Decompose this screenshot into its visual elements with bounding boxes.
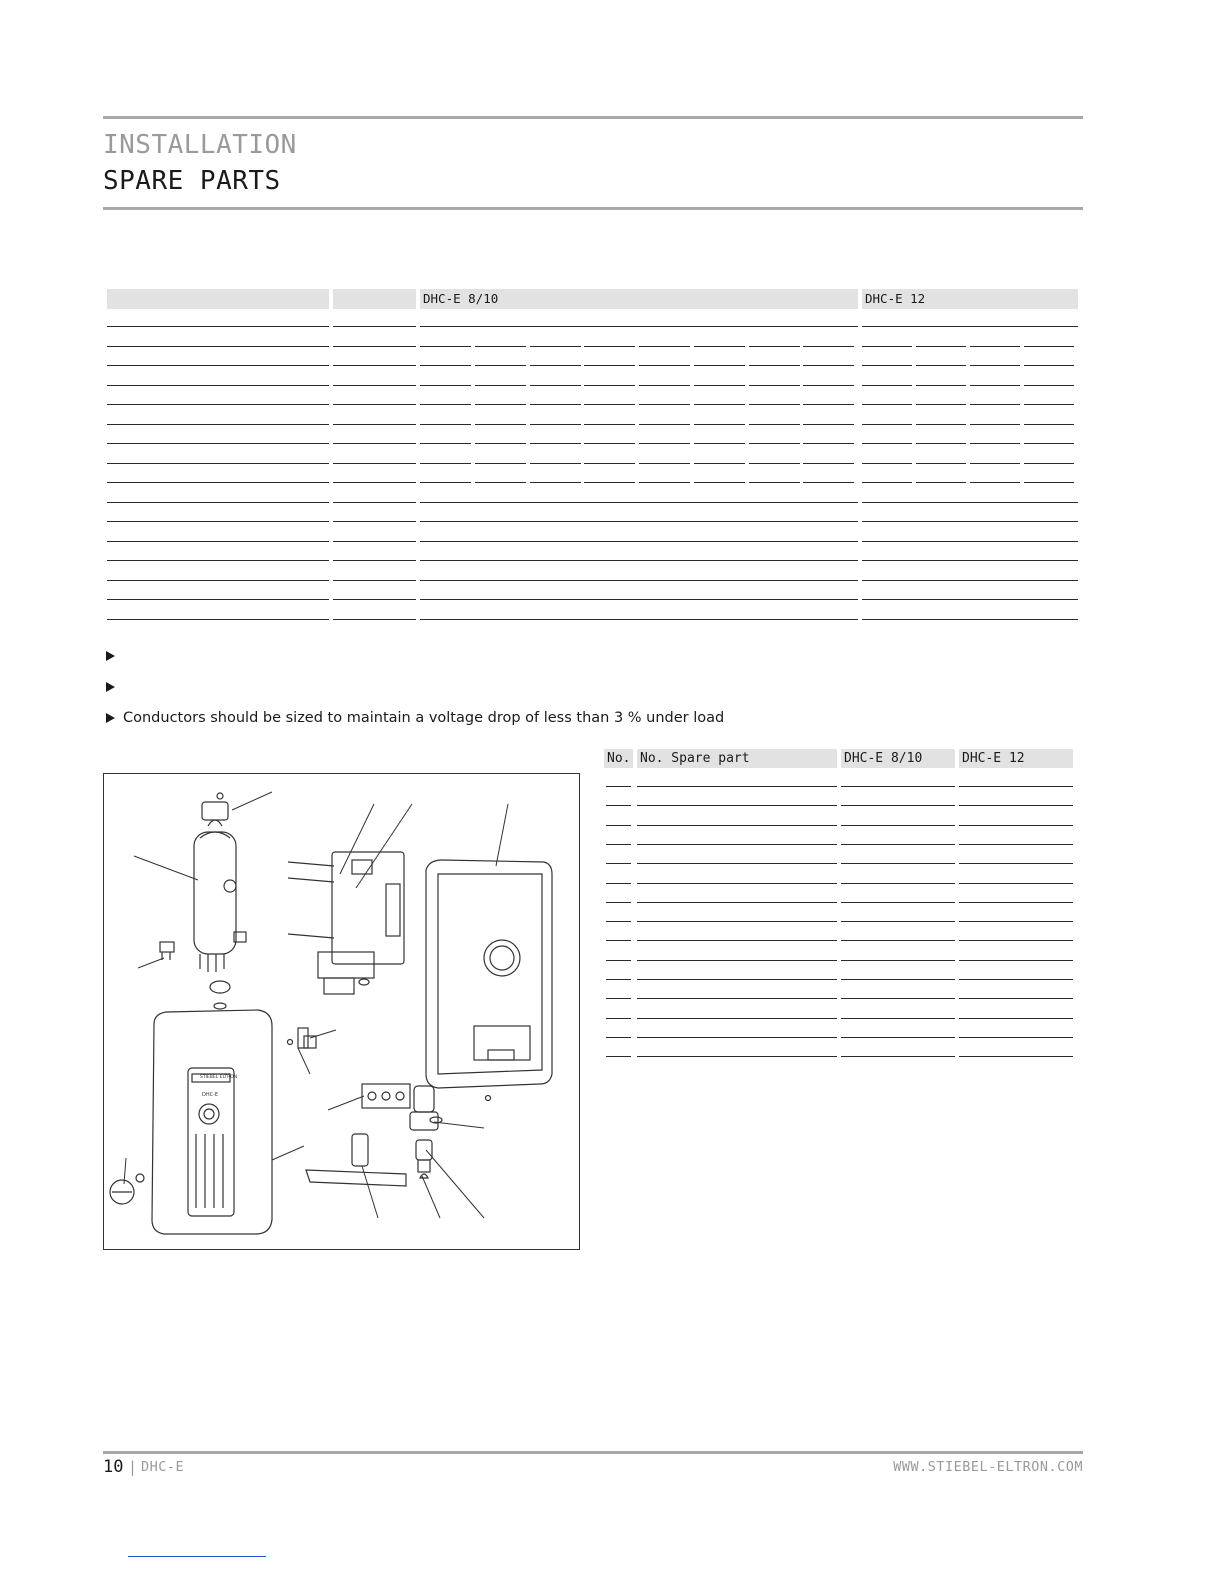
footer-rule: [103, 1451, 1083, 1454]
table-row-line: [639, 482, 690, 483]
table-row-line: [841, 998, 955, 999]
figure-model-label: DHC-E: [202, 1092, 219, 1098]
table-row-line: [970, 385, 1020, 386]
table-row-line: [333, 599, 416, 600]
table-row-line: [475, 385, 526, 386]
table-row-line: [803, 365, 854, 366]
table-row-line: [530, 404, 581, 405]
note-item: [106, 648, 123, 664]
table-row-line: [107, 599, 329, 600]
table-row-line: [107, 326, 329, 327]
table-row-line: [916, 365, 966, 366]
table-row-line: [959, 883, 1073, 884]
table-row-line: [606, 1037, 631, 1038]
parts-header-12: DHC-E 12: [959, 749, 1073, 768]
table-row-line: [530, 463, 581, 464]
page-number: 10: [103, 1457, 124, 1477]
table-row-line: [862, 560, 1078, 561]
table-row-line: [420, 502, 858, 503]
table-row-line: [333, 443, 416, 444]
table-row-line: [862, 521, 1078, 522]
table-row-line: [475, 463, 526, 464]
note-item: [106, 710, 724, 726]
table-row-line: [637, 960, 837, 961]
table-row-line: [749, 463, 800, 464]
table-row-line: [1024, 463, 1074, 464]
table-row-line: [749, 365, 800, 366]
table-row-line: [639, 443, 690, 444]
table-row-line: [107, 463, 329, 464]
bullet-arrow-icon: [106, 651, 115, 661]
table-row-line: [862, 404, 912, 405]
heater-tank: [194, 793, 246, 1009]
table-row-line: [841, 1056, 955, 1057]
table-row-line: [420, 326, 858, 327]
table-row-line: [970, 443, 1020, 444]
table-row-line: [333, 560, 416, 561]
table-row-line: [959, 998, 1073, 999]
table-row-line: [584, 365, 635, 366]
table-row-line: [333, 502, 416, 503]
leader-lines: [124, 792, 508, 1218]
table-row-line: [637, 1018, 837, 1019]
table-row-line: [333, 463, 416, 464]
table-row-line: [637, 979, 837, 980]
table-row-line: [584, 385, 635, 386]
table-row-line: [694, 443, 745, 444]
table-row-line: [1024, 346, 1074, 347]
footer-separator: |: [128, 1458, 138, 1476]
table-row-line: [694, 385, 745, 386]
table-row-line: [639, 424, 690, 425]
table-row-line: [420, 541, 858, 542]
table-row-line: [606, 902, 631, 903]
table-row-line: [862, 482, 912, 483]
table-row-line: [862, 385, 912, 386]
table-row-line: [333, 521, 416, 522]
table-header-cell: [333, 289, 416, 309]
table-row-line: [107, 580, 329, 581]
table-row-line: [970, 424, 1020, 425]
table-row-line: [637, 902, 837, 903]
table-row-line: [107, 541, 329, 542]
table-row-line: [694, 404, 745, 405]
table-row-line: [1024, 424, 1074, 425]
table-row-line: [333, 385, 416, 386]
knob: [110, 1174, 144, 1204]
table-row-line: [475, 346, 526, 347]
table-row-line: [841, 902, 955, 903]
table-row-line: [803, 482, 854, 483]
table-row-line: [107, 619, 329, 620]
table-row-line: [841, 883, 955, 884]
table-row-line: [333, 404, 416, 405]
exploded-diagram-svg: [104, 774, 579, 1249]
table-row-line: [107, 424, 329, 425]
table-row-line: [639, 346, 690, 347]
table-row-line: [862, 365, 912, 366]
exploded-view-figure: [103, 773, 580, 1250]
table-row-line: [637, 1037, 837, 1038]
table-row-line: [694, 463, 745, 464]
table-row-line: [107, 365, 329, 366]
table-row-line: [970, 365, 1020, 366]
table-row-line: [959, 825, 1073, 826]
table-row-line: [841, 805, 955, 806]
table-row-line: [333, 541, 416, 542]
parts-header-no: No.: [604, 749, 633, 768]
table-row-line: [420, 619, 858, 620]
table-row-line: [606, 998, 631, 999]
table-row-line: [916, 443, 966, 444]
table-row-line: [107, 482, 329, 483]
table-row-line: [637, 805, 837, 806]
table-row-line: [475, 424, 526, 425]
table-row-line: [420, 404, 471, 405]
parts-header-spare-part: No. Spare part: [637, 749, 837, 768]
table-row-line: [749, 482, 800, 483]
table-row-line: [694, 365, 745, 366]
table-row-line: [841, 1037, 955, 1038]
table-row-line: [639, 404, 690, 405]
front-cover: [152, 1010, 272, 1234]
table-row-line: [959, 844, 1073, 845]
table-row-line: [333, 482, 416, 483]
table-row-line: [959, 1037, 1073, 1038]
table-row-line: [107, 521, 329, 522]
clamp-bracket: [288, 1028, 317, 1048]
bullet-arrow-icon: [106, 682, 115, 692]
table-row-line: [584, 424, 635, 425]
table-row-line: [959, 902, 1073, 903]
control-module: [288, 852, 404, 994]
table-row-line: [916, 463, 966, 464]
table-row-line: [694, 346, 745, 347]
table-row-line: [694, 482, 745, 483]
table-row-line: [862, 599, 1078, 600]
note-text: Conductors should be sized to maintain a voltage drop of less than 3 % under load: [123, 710, 725, 726]
table-row-line: [803, 443, 854, 444]
table-row-line: [107, 404, 329, 405]
screw-icon: [486, 1096, 491, 1101]
table-row-line: [1024, 443, 1074, 444]
table-row-line: [107, 560, 329, 561]
table-header-cell: [107, 289, 329, 309]
table-row-line: [916, 346, 966, 347]
table-row-line: [637, 844, 837, 845]
table-row-line: [606, 786, 631, 787]
section-title: INSTALLATION: [103, 130, 297, 160]
table-row-line: [959, 1018, 1073, 1019]
table-row-line: [959, 863, 1073, 864]
table-row-line: [420, 424, 471, 425]
table-row-line: [841, 786, 955, 787]
table-row-line: [749, 385, 800, 386]
table-row-line: [637, 921, 837, 922]
table-row-line: [420, 346, 471, 347]
table-row-line: [420, 580, 858, 581]
table-row-line: [420, 463, 471, 464]
table-row-line: [916, 424, 966, 425]
table-row-line: [420, 385, 471, 386]
table-row-line: [606, 883, 631, 884]
table-row-line: [959, 921, 1073, 922]
table-row-line: [606, 844, 631, 845]
table-row-line: [606, 979, 631, 980]
subsection-title: SPARE PARTS: [103, 166, 281, 196]
table-row-line: [1024, 482, 1074, 483]
table-row-line: [639, 365, 690, 366]
header-top-rule: [103, 116, 1083, 119]
table-row-line: [970, 346, 1020, 347]
table-row-line: [694, 424, 745, 425]
table-row-line: [862, 619, 1078, 620]
table-row-line: [530, 365, 581, 366]
table-row-line: [333, 619, 416, 620]
table-row-line: [862, 424, 912, 425]
table-row-line: [333, 424, 416, 425]
table-row-line: [803, 346, 854, 347]
table-row-line: [841, 825, 955, 826]
table-row-line: [862, 463, 912, 464]
table-row-line: [970, 463, 1020, 464]
table-row-line: [862, 502, 1078, 503]
bullet-arrow-icon: [106, 713, 115, 723]
table-row-line: [475, 482, 526, 483]
table-row-line: [959, 786, 1073, 787]
parts-header-8-10: DHC-E 8/10: [841, 749, 955, 768]
table-row-line: [420, 443, 471, 444]
table-row-line: [606, 940, 631, 941]
table-row-line: [420, 560, 858, 561]
temperature-sensor: [160, 942, 174, 960]
table-row-line: [862, 326, 1078, 327]
table-row-line: [637, 940, 837, 941]
table-row-line: [862, 580, 1078, 581]
header-bottom-rule: [103, 207, 1083, 210]
table-row-line: [107, 385, 329, 386]
table-row-line: [333, 326, 416, 327]
table-row-line: [606, 1056, 631, 1057]
table-row-line: [803, 385, 854, 386]
table-row-line: [803, 404, 854, 405]
table-row-line: [530, 346, 581, 347]
table-row-line: [333, 346, 416, 347]
table-row-line: [333, 580, 416, 581]
table-row-line: [841, 844, 955, 845]
table-row-line: [637, 786, 837, 787]
table-row-line: [420, 482, 471, 483]
table-row-line: [530, 443, 581, 444]
footer-model: DHC-E: [141, 1459, 185, 1475]
table-row-line: [639, 385, 690, 386]
table-row-line: [841, 921, 955, 922]
table-row-line: [841, 1018, 955, 1019]
table-row-line: [420, 365, 471, 366]
table-row-line: [1024, 404, 1074, 405]
table-row-line: [862, 346, 912, 347]
note-item: [106, 679, 123, 695]
table-row-line: [584, 463, 635, 464]
website-link[interactable]: WWW.STIEBEL-ELTRON.COM: [893, 1459, 1083, 1475]
table-row-line: [584, 482, 635, 483]
table-row-line: [637, 998, 837, 999]
table-row-line: [584, 346, 635, 347]
table-row-line: [637, 883, 837, 884]
table-row-line: [584, 443, 635, 444]
table-row-line: [107, 502, 329, 503]
figure-brand-label: STIEBEL ELTRON: [200, 1075, 238, 1080]
inlet-fitting: [306, 1134, 432, 1186]
table-row-line: [637, 1056, 837, 1057]
table-row-line: [916, 385, 966, 386]
back-panel: [426, 860, 552, 1088]
table-row-line: [637, 825, 837, 826]
table-row-line: [107, 443, 329, 444]
table-row-line: [530, 424, 581, 425]
table-row-line: [420, 521, 858, 522]
table-row-line: [606, 960, 631, 961]
table-row-line: [107, 346, 329, 347]
table-row-line: [970, 404, 1020, 405]
table-row-line: [420, 599, 858, 600]
underline-link[interactable]: [128, 1556, 266, 1557]
table-row-line: [475, 365, 526, 366]
table-row-line: [916, 482, 966, 483]
table-row-line: [606, 825, 631, 826]
table-row-line: [916, 404, 966, 405]
table-row-line: [749, 443, 800, 444]
table-row-line: [333, 365, 416, 366]
table-row-line: [749, 404, 800, 405]
table-row-line: [749, 424, 800, 425]
table-row-line: [530, 482, 581, 483]
table-row-line: [639, 463, 690, 464]
table-row-line: [959, 1056, 1073, 1057]
table-row-line: [606, 863, 631, 864]
table-row-line: [841, 960, 955, 961]
table-row-line: [1024, 385, 1074, 386]
terminal-block: [362, 1084, 410, 1108]
table-row-line: [959, 979, 1073, 980]
table-row-line: [803, 424, 854, 425]
table-row-line: [1024, 365, 1074, 366]
table-header-model-12: DHC-E 12: [862, 289, 1078, 309]
table-row-line: [959, 805, 1073, 806]
table-row-line: [637, 863, 837, 864]
table-row-line: [841, 979, 955, 980]
table-header-model-8-10: DHC-E 8/10: [420, 289, 858, 309]
table-row-line: [530, 385, 581, 386]
table-row-line: [584, 404, 635, 405]
table-row-line: [959, 960, 1073, 961]
table-row-line: [475, 404, 526, 405]
table-row-line: [803, 463, 854, 464]
table-row-line: [959, 940, 1073, 941]
table-row-line: [606, 805, 631, 806]
table-row-line: [862, 443, 912, 444]
table-row-line: [862, 541, 1078, 542]
table-row-line: [606, 1018, 631, 1019]
table-row-line: [970, 482, 1020, 483]
table-row-line: [475, 443, 526, 444]
table-row-line: [841, 940, 955, 941]
table-row-line: [606, 921, 631, 922]
table-row-line: [749, 346, 800, 347]
water-valve: [410, 1086, 442, 1130]
table-row-line: [841, 863, 955, 864]
